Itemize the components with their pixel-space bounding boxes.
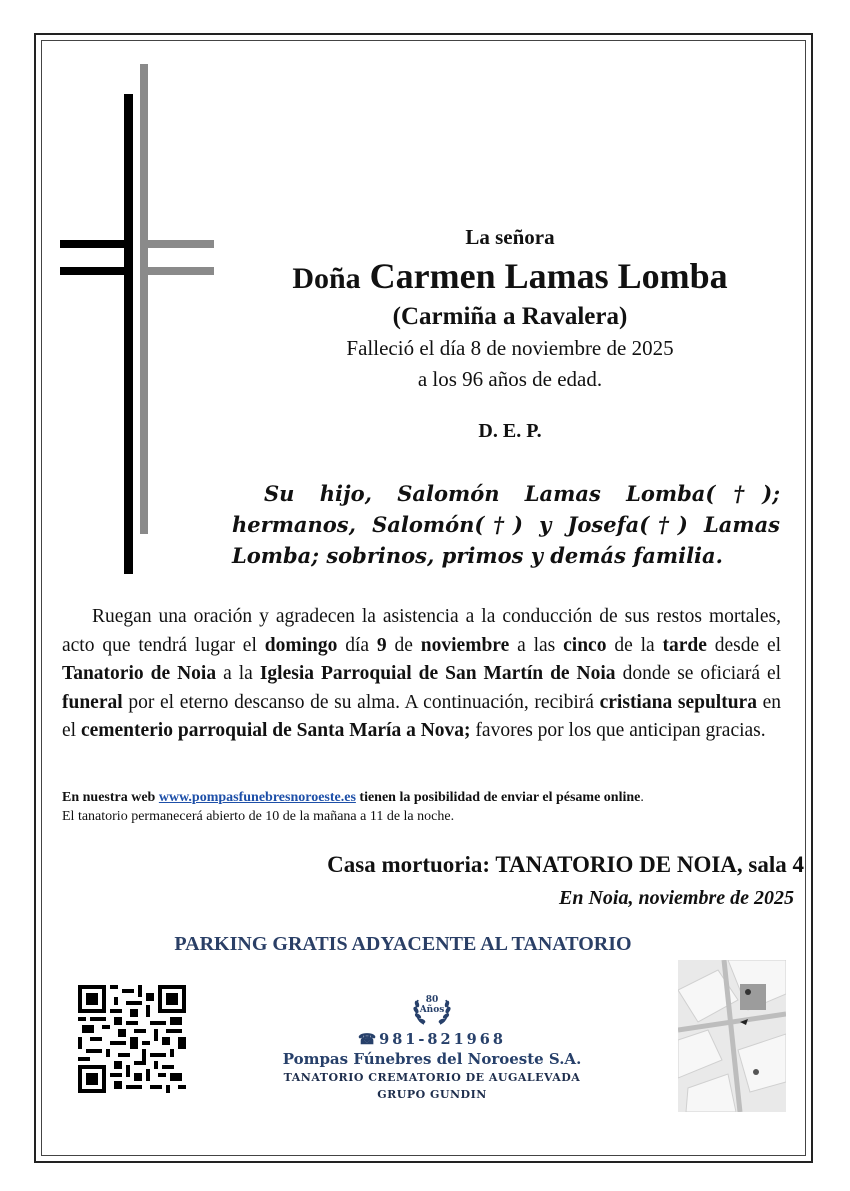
emblem-word: Años bbox=[419, 1005, 445, 1015]
origin-place: Tanatorio de Noia bbox=[62, 663, 217, 684]
phone-number[interactable] bbox=[262, 1031, 602, 1049]
parking-banner: PARKING GRATIS ADYACENTE AL TANATORIO bbox=[174, 933, 632, 955]
body-text-6: desde el bbox=[714, 634, 782, 656]
body-text-7: a la bbox=[223, 663, 253, 684]
name-full: Carmen Lamas Lomba bbox=[369, 256, 728, 296]
notice-header bbox=[215, 222, 805, 445]
body-text-3: de bbox=[394, 634, 413, 656]
body-text-4: a las bbox=[517, 634, 556, 656]
body-text-5: de la bbox=[614, 634, 655, 656]
emblem-label bbox=[410, 995, 454, 1015]
part-of-day: tarde bbox=[662, 634, 707, 656]
opening-hours: El tanatorio permanecerá abierto de 10 de la mañana a 11 de la noche. bbox=[62, 809, 455, 824]
company-group: GRUPO GUNDIN bbox=[377, 1088, 487, 1101]
hour: cinco bbox=[563, 634, 607, 656]
web-line: En nuestra web www.pompasfunebresnoroeste.es tienen la posibilidad de enviar el pésame online. bbox=[62, 790, 644, 805]
company-block bbox=[262, 990, 602, 1103]
death-date: Falleció el día 8 de noviembre de 2025 bbox=[346, 336, 674, 360]
body-text-10: en el bbox=[62, 691, 782, 741]
laurel-emblem-icon bbox=[410, 990, 454, 1030]
family-list: Su hijo, Salomón Lamas Lomba(†); hermanos, Salomón(†) y Josefa(†) Lamas Lomba; sobrinos, primos y demás familia. bbox=[232, 481, 780, 568]
cemetery-name: cementerio parroquial de Santa María a Nova; bbox=[80, 720, 471, 741]
web-note bbox=[62, 788, 792, 826]
web-suffix: tienen la posibilidad de enviar el pésame online bbox=[359, 790, 641, 805]
body-text-9: por el eterno descanso de su alma. A continuación, recibirá bbox=[128, 691, 594, 713]
body-text-2: día bbox=[345, 634, 370, 656]
location-map-image[interactable] bbox=[678, 960, 786, 1112]
cross-black-arm-top bbox=[60, 240, 133, 248]
name-prefix: Doña bbox=[292, 262, 361, 295]
phone-text: 981-821968 bbox=[379, 1031, 506, 1048]
cross-gray-arm-top bbox=[140, 240, 214, 248]
church-name: Iglesia Parroquial de San Martín de Noia bbox=[259, 663, 616, 684]
cross-gray-arm-bottom bbox=[140, 267, 214, 275]
body-text-8: donde se oficiará el bbox=[622, 663, 782, 684]
company-name: Pompas Fúnebres del Noroeste S.A. bbox=[282, 1050, 582, 1068]
cross-icon bbox=[60, 64, 215, 576]
intro-text: La señora bbox=[465, 225, 555, 249]
body-text-1: Ruegan una oración y agradecen la asistencia a la conducción de sus restos mortales, acto que tendrá lugar el bbox=[62, 606, 781, 656]
cross-gray-vertical bbox=[140, 64, 148, 534]
funeral-word: funeral bbox=[62, 691, 123, 713]
emblem-number: 80 bbox=[425, 995, 439, 1005]
qr-code-icon[interactable] bbox=[78, 985, 186, 1093]
web-prefix: En nuestra web bbox=[62, 790, 156, 805]
phone-icon: ☎ bbox=[358, 1031, 380, 1048]
body-text-11: favores por los que anticipan gracias. bbox=[475, 720, 766, 741]
nickname: (Carmiña a Ravalera) bbox=[392, 303, 628, 330]
company-subtitle: TANATORIO CREMATORIO DE AUGALEVADA bbox=[283, 1071, 581, 1084]
website-link[interactable]: www.pompasfunebresnoroeste.es bbox=[158, 790, 356, 805]
cross-black-vertical bbox=[124, 94, 133, 574]
funeral-home-line: Casa mortuoria: TANATORIO DE NOIA, sala 4 bbox=[327, 852, 804, 877]
cross-black-arm-bottom bbox=[60, 267, 133, 275]
dep-text: D. E. P. bbox=[478, 420, 542, 442]
age-line: a los 96 años de edad. bbox=[417, 367, 603, 391]
day-name: domingo bbox=[264, 634, 338, 656]
day-number: 9 bbox=[376, 634, 387, 656]
deceased-name bbox=[215, 254, 805, 301]
burial-word: cristiana sepultura bbox=[599, 691, 757, 713]
ceremony-paragraph bbox=[62, 603, 781, 746]
place-date: En Noia, noviembre de 2025 bbox=[559, 887, 794, 909]
month: noviembre bbox=[420, 634, 510, 656]
